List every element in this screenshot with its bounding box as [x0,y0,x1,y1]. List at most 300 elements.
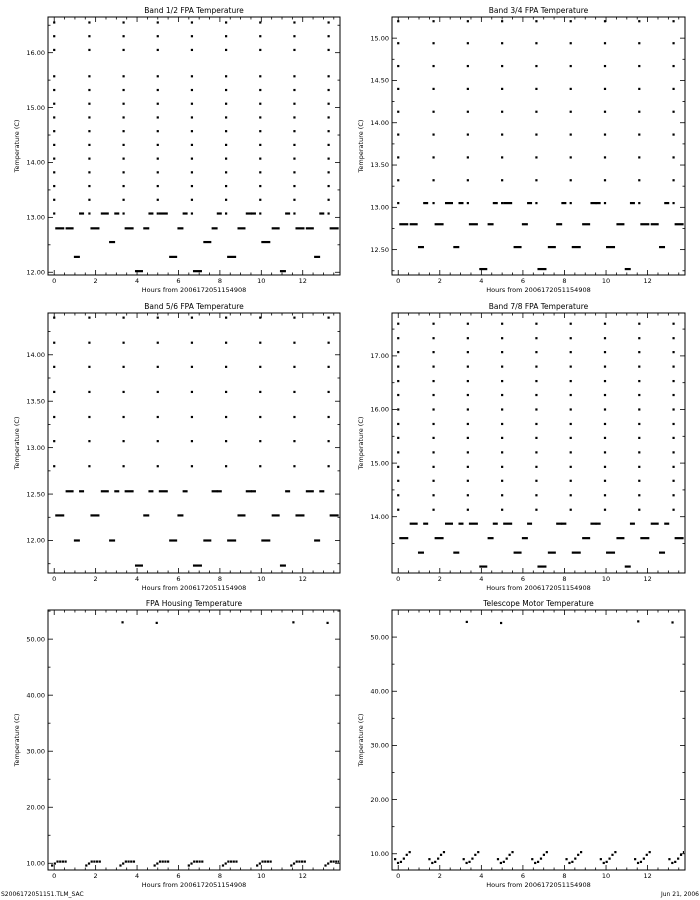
data-point [88,89,90,91]
data-point [463,858,465,860]
data-point [638,156,640,158]
plot-frame [48,17,340,275]
chart-title: FPA Housing Temperature [145,599,243,608]
data-point [306,227,314,229]
y-tick-label: 20.00 [26,803,45,812]
data-point [671,862,673,864]
data-point [130,860,132,862]
data-point [397,179,399,181]
data-point [467,408,469,410]
data-point [293,171,295,173]
data-point [638,466,640,468]
data-point [638,323,640,325]
data-point [672,111,674,113]
data-point [122,416,124,418]
data-point [493,202,498,204]
data-point [101,212,109,214]
y-tick-label: 50.00 [26,635,45,644]
x-tick-label: 10 [601,575,611,583]
data-point [157,35,159,37]
data-point [565,858,567,860]
y-tick-label: 15.00 [370,34,389,43]
data-point [225,185,227,187]
data-point [122,212,124,214]
data-point [630,523,635,525]
data-point [324,864,326,866]
data-point [570,20,572,22]
data-point [397,65,399,67]
data-point [582,537,590,539]
data-point [469,523,478,525]
data-point [225,21,227,23]
data-point [88,212,90,214]
data-point [403,858,405,860]
data-point [259,49,261,51]
data-point [672,65,674,67]
data-point [293,75,295,77]
data-point [693,246,699,248]
data-point [154,864,156,866]
data-point [467,394,469,396]
data-point [225,317,227,319]
data-point [191,465,193,467]
data-point [604,437,606,439]
y-tick-label: 50.00 [370,633,389,642]
data-point [614,851,616,853]
data-point [397,111,399,113]
data-point [259,35,261,37]
data-point [432,337,434,339]
data-point [53,185,55,187]
data-point [122,130,124,132]
data-point [319,490,324,492]
data-point [328,465,330,467]
data-point [479,268,487,270]
data-point [122,366,124,368]
data-point [604,133,606,135]
data-point [604,408,606,410]
data-point [193,270,202,272]
y-tick-label: 14.50 [370,76,389,85]
data-point [467,65,469,67]
data-point [293,144,295,146]
data-point [157,366,159,368]
x-tick-label: 12 [643,277,652,285]
data-point [672,423,674,425]
data-point [222,864,224,866]
x-tick-label: 10 [601,277,611,285]
data-point [225,144,227,146]
data-point [191,35,193,37]
data-point [157,342,159,344]
data-point [437,858,439,860]
data-point [293,317,295,319]
data-point [88,185,90,187]
data-point [157,103,159,105]
x-tick-label: 0 [396,277,401,285]
x-tick-label: 4 [479,575,484,583]
data-point [570,351,572,353]
data-point [432,451,434,453]
data-point [693,552,699,554]
data-point [88,103,90,105]
data-point [306,490,314,492]
y-axis-label: Temperature (C) [357,416,365,470]
data-point [66,490,74,492]
data-point [53,416,55,418]
data-point [672,133,674,135]
data-point [122,185,124,187]
data-point [293,158,295,160]
data-point [677,858,679,860]
data-point [328,317,330,319]
data-point [501,408,503,410]
data-point [328,185,330,187]
data-point [467,42,469,44]
data-point [445,523,453,525]
data-point [53,342,55,344]
data-point [198,860,200,862]
data-point [227,256,236,258]
data-point [285,212,290,214]
data-point [671,621,673,623]
data-point [432,408,434,410]
data-point [440,854,442,856]
data-point [432,480,434,482]
plot-frame [392,313,685,573]
data-point [332,860,334,862]
data-point [227,860,229,862]
data-point [570,480,572,482]
y-tick-label: 20.00 [370,795,389,804]
data-point [503,861,505,863]
data-point [501,351,503,353]
data-point [259,440,261,442]
data-point [233,860,235,862]
data-point [672,323,674,325]
x-tick-label: 0 [52,872,57,880]
data-point [143,227,149,229]
data-point [191,185,193,187]
data-point [537,268,546,270]
data-point [293,89,295,91]
data-point [535,88,537,90]
data-point [458,202,463,204]
data-point [157,89,159,91]
data-point [397,42,399,44]
data-point [604,451,606,453]
x-tick-label: 6 [520,575,525,583]
data-point [328,75,330,77]
data-point [467,337,469,339]
data-point [348,539,354,541]
data-point [53,391,55,393]
data-point [169,539,177,541]
data-point [328,35,330,37]
data-point [53,21,55,23]
data-point [191,75,193,77]
data-point [466,621,468,623]
x-tick-label: 12 [298,277,307,285]
data-point [90,514,99,516]
data-point [604,423,606,425]
data-point [157,465,159,467]
data-point [122,158,124,160]
data-point [509,854,511,856]
data-point [608,858,610,860]
data-point [397,394,399,396]
x-axis-label: Hours from 2006172051154908 [486,286,591,294]
data-point [96,860,98,862]
data-point [122,391,124,393]
data-point [348,241,354,243]
data-point [62,860,64,862]
data-point [285,490,290,492]
data-point [183,490,188,492]
data-point [191,416,193,418]
data-point [535,323,537,325]
x-tick-label: 10 [257,575,266,583]
data-point [191,49,193,51]
y-tick-label: 30.00 [370,741,389,750]
data-point [293,465,295,467]
data-point [122,21,124,23]
data-point [196,860,198,862]
data-point [432,509,434,511]
data-point [191,171,193,173]
data-point [638,202,640,204]
data-point [53,366,55,368]
data-point [503,202,512,204]
data-point [88,171,90,173]
data-point [501,88,503,90]
data-points [397,20,700,270]
footer-date: Jun 21, 2006 [660,891,699,898]
x-tick-label: 4 [134,872,140,880]
data-point [191,212,193,214]
data-point [672,494,674,496]
data-point [432,366,434,368]
data-point [53,116,55,118]
data-point [290,864,292,866]
data-point [157,199,159,201]
data-point [88,130,90,132]
data-point [570,337,572,339]
data-point [328,158,330,160]
x-tick-label: 12 [298,872,307,880]
data-point [638,480,640,482]
data-point [604,337,606,339]
data-point [664,523,669,525]
data-point [183,212,188,214]
data-point [66,227,74,229]
data-point [467,437,469,439]
data-point [468,861,470,863]
data-point [397,466,399,468]
data-point [135,270,143,272]
data-point [409,851,411,853]
data-point [685,202,693,204]
x-tick-label: 0 [52,277,57,285]
x-tick-label: 0 [396,872,401,880]
data-point [467,423,469,425]
y-tick-label: 12.00 [26,268,45,277]
data-point [535,156,537,158]
data-point [397,88,399,90]
data-point [548,246,556,248]
x-axis-label: Hours from 2006172051154908 [486,881,591,889]
data-point [604,179,606,181]
data-point [169,256,177,258]
data-point [53,35,55,37]
data-point [535,179,537,181]
data-point [88,158,90,160]
data-point [314,256,320,258]
data-point [301,860,303,862]
data-point [259,171,261,173]
data-point [410,523,418,525]
data-point [267,860,269,862]
data-point [668,858,670,860]
data-point [328,144,330,146]
data-point [570,179,572,181]
y-tick-label: 40.00 [26,691,45,700]
data-point [159,860,161,862]
data-point [328,416,330,418]
data-point [522,537,528,539]
data-point [203,539,211,541]
data-point [611,854,613,856]
y-tick-label: 15.00 [26,103,45,112]
data-point [546,851,548,853]
data-point [225,391,227,393]
data-point [488,223,494,225]
data-point [651,523,659,525]
data-point [157,130,159,132]
data-point [497,858,499,860]
data-point [217,490,222,492]
data-point [335,860,337,862]
data-point [570,408,572,410]
data-point [672,509,674,511]
data-point [203,241,211,243]
chart-panel-6 [357,599,685,889]
data-point [122,862,124,864]
data-point [225,366,227,368]
data-point [432,111,434,113]
data-point [122,35,124,37]
x-tick-label: 6 [176,277,181,285]
data-point [423,523,428,525]
data-point [397,509,399,511]
y-tick-label: 17.00 [370,352,389,361]
data-point [191,342,193,344]
data-point [479,565,487,567]
data-point [638,65,640,67]
data-point [432,202,434,204]
data-point [259,317,261,319]
data-point [659,552,665,554]
data-point [327,862,329,864]
data-point [400,861,402,863]
data-point [501,133,503,135]
data-point [570,42,572,44]
data-point [319,212,324,214]
data-point [397,156,399,158]
data-point [616,223,624,225]
data-point [672,408,674,410]
x-tick-label: 2 [93,277,98,285]
data-point [471,858,473,860]
data-point [328,49,330,51]
data-points [51,621,340,866]
y-tick-label: 12.50 [370,245,389,254]
data-point [261,860,263,862]
data-point [672,394,674,396]
data-point [261,539,270,541]
data-point [353,490,358,492]
data-point [340,212,348,214]
data-point [406,854,408,856]
data-point [604,366,606,368]
data-point [259,185,261,187]
y-tick-label: 10.00 [26,859,45,868]
data-point [638,366,640,368]
data-point [467,88,469,90]
data-point [259,75,261,77]
data-point [328,212,330,214]
data-point [466,862,468,864]
data-point [672,88,674,90]
data-point [157,158,159,160]
data-point [600,858,602,860]
data-point [571,861,573,863]
data-point [127,860,129,862]
x-tick-label: 4 [479,277,484,285]
data-point [330,514,339,516]
data-point [191,103,193,105]
data-point [191,391,193,393]
data-point [458,523,463,525]
x-tick-label: 6 [176,575,181,583]
data-point [467,111,469,113]
data-point [467,480,469,482]
data-point [292,621,294,623]
data-point [157,21,159,23]
data-point [501,380,503,382]
data-point [122,171,124,173]
data-point [121,621,123,623]
data-point [328,171,330,173]
data-point [640,223,649,225]
data-point [328,342,330,344]
data-point [638,133,640,135]
y-tick-label: 13.00 [370,203,389,212]
chart-panel-5 [13,599,340,889]
x-axis-label: Hours from 2006172051154908 [486,584,591,592]
data-point [125,227,134,229]
x-tick-label: 8 [562,872,567,880]
data-point [225,440,227,442]
data-point [434,861,436,863]
x-axis-label: Hours from 2006172051154908 [141,584,247,592]
data-point [467,323,469,325]
data-point [432,20,434,22]
data-point [79,212,84,214]
data-point [423,202,428,204]
data-point [561,202,566,204]
data-point [156,862,158,864]
